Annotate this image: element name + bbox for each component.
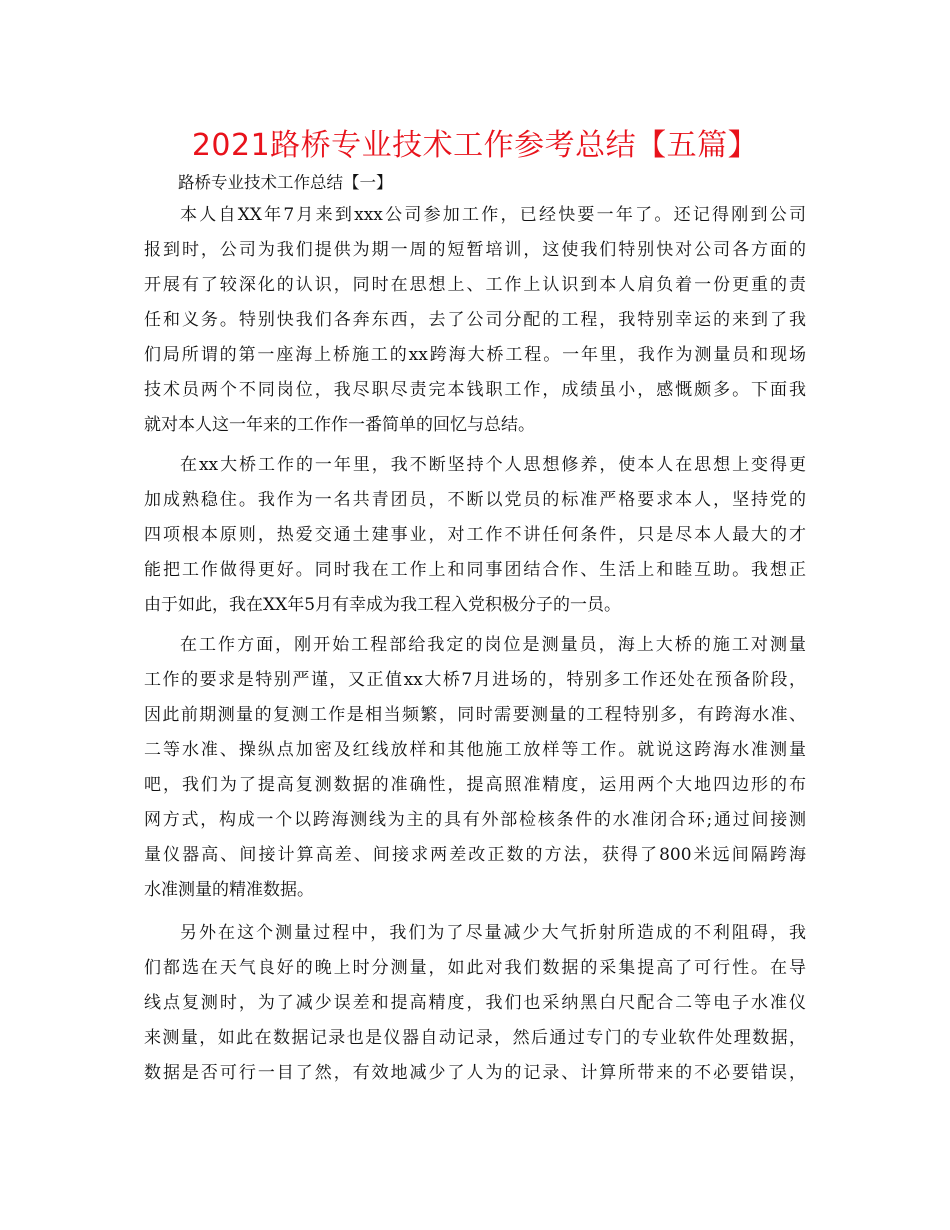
paragraph-line: 线点复测时，为了减少误差和提高精度，我们也采纳黑白尺配合二等电子水准仪 <box>144 993 806 1013</box>
document-title: 2021路桥专业技术工作参考总结【五篇】 <box>191 128 759 163</box>
paragraph-line: 们都选在天气良好的晚上时分测量，如此对我们数据的采集提高了可行性。在导 <box>144 958 806 978</box>
paragraph-line: 本人自XX年7月来到xxx公司参加工作，已经快要一年了。还记得刚到公司 <box>180 205 806 225</box>
section-heading: 路桥专业技术工作总结【一】 <box>178 173 393 192</box>
paragraph-line: 在xx大桥工作的一年里，我不断坚持个人思想修养，使本人在思想上变得更 <box>180 455 806 475</box>
paragraph-line: 技术员两个不同岗位，我尽职尽责完本钱职工作，成绩虽小，感慨颇多。下面我 <box>144 380 806 400</box>
paragraph-line: 来测量，如此在数据记录也是仪器自动记录，然后通过专门的专业软件处理数据， <box>144 1028 806 1048</box>
paragraph-line: 吧，我们为了提高复测数据的准确性，提高照准精度，运用两个大地四边形的布 <box>144 775 806 795</box>
paragraph-line: 报到时，公司为我们提供为期一周的短暂培训，这使我们特别快对公司各方面的 <box>144 240 806 260</box>
paragraph-line: 就对本人这一年来的工作作一番简单的回忆与总结。 <box>144 415 535 435</box>
paragraph-line: 工作的要求是特别严谨，又正值xx大桥7月进场的，特别多工作还处在预备阶段， <box>144 670 806 690</box>
paragraph-line: 由于如此，我在XX年5月有幸成为我工程入党积极分子的一员。 <box>144 595 622 615</box>
paragraph-line: 开展有了较深化的认识，同时在思想上、工作上认识到本人肩负着一份更重的责 <box>144 275 806 295</box>
paragraph-line: 数据是否可行一目了然，有效地减少了人为的记录、计算所带来的不必要错误， <box>144 1063 806 1083</box>
paragraph-line: 能把工作做得更好。同时我在工作上和同事团结合作、生活上和睦互助。我想正 <box>144 560 806 580</box>
paragraph-line: 们局所谓的第一座海上桥施工的xx跨海大桥工程。一年里，我作为测量员和现场 <box>144 345 806 365</box>
paragraph-line: 二等水准、操纵点加密及红线放样和其他施工放样等工作。就说这跨海水准测量 <box>144 740 806 760</box>
paragraph-line: 因此前期测量的复测工作是相当频繁，同时需要测量的工程特别多，有跨海水准、 <box>144 705 806 725</box>
paragraph-line: 网方式，构成一个以跨海测线为主的具有外部检核条件的水准闭合环;通过间接测 <box>144 810 806 830</box>
paragraph-line: 另外在这个测量过程中，我们为了尽量减少大气折射所造成的不利阻碍，我 <box>180 923 806 943</box>
paragraph-line: 水准测量的精准数据。 <box>144 880 314 900</box>
paragraph-line: 在工作方面，刚开始工程部给我定的岗位是测量员，海上大桥的施工对测量 <box>180 635 806 655</box>
paragraph-line: 加成熟稳住。我作为一名共青团员，不断以党员的标准严格要求本人，坚持党的 <box>144 490 806 510</box>
paragraph-line: 四项根本原则，热爱交通土建事业，对工作不讲任何条件，只是尽本人最大的才 <box>144 525 806 545</box>
paragraph-line: 量仪器高、间接计算高差、间接求两差改正数的方法，获得了800米远间隔跨海 <box>144 845 806 865</box>
paragraph-line: 任和义务。特别快我们各奔东西，去了公司分配的工程，我特别幸运的来到了我 <box>144 310 806 330</box>
